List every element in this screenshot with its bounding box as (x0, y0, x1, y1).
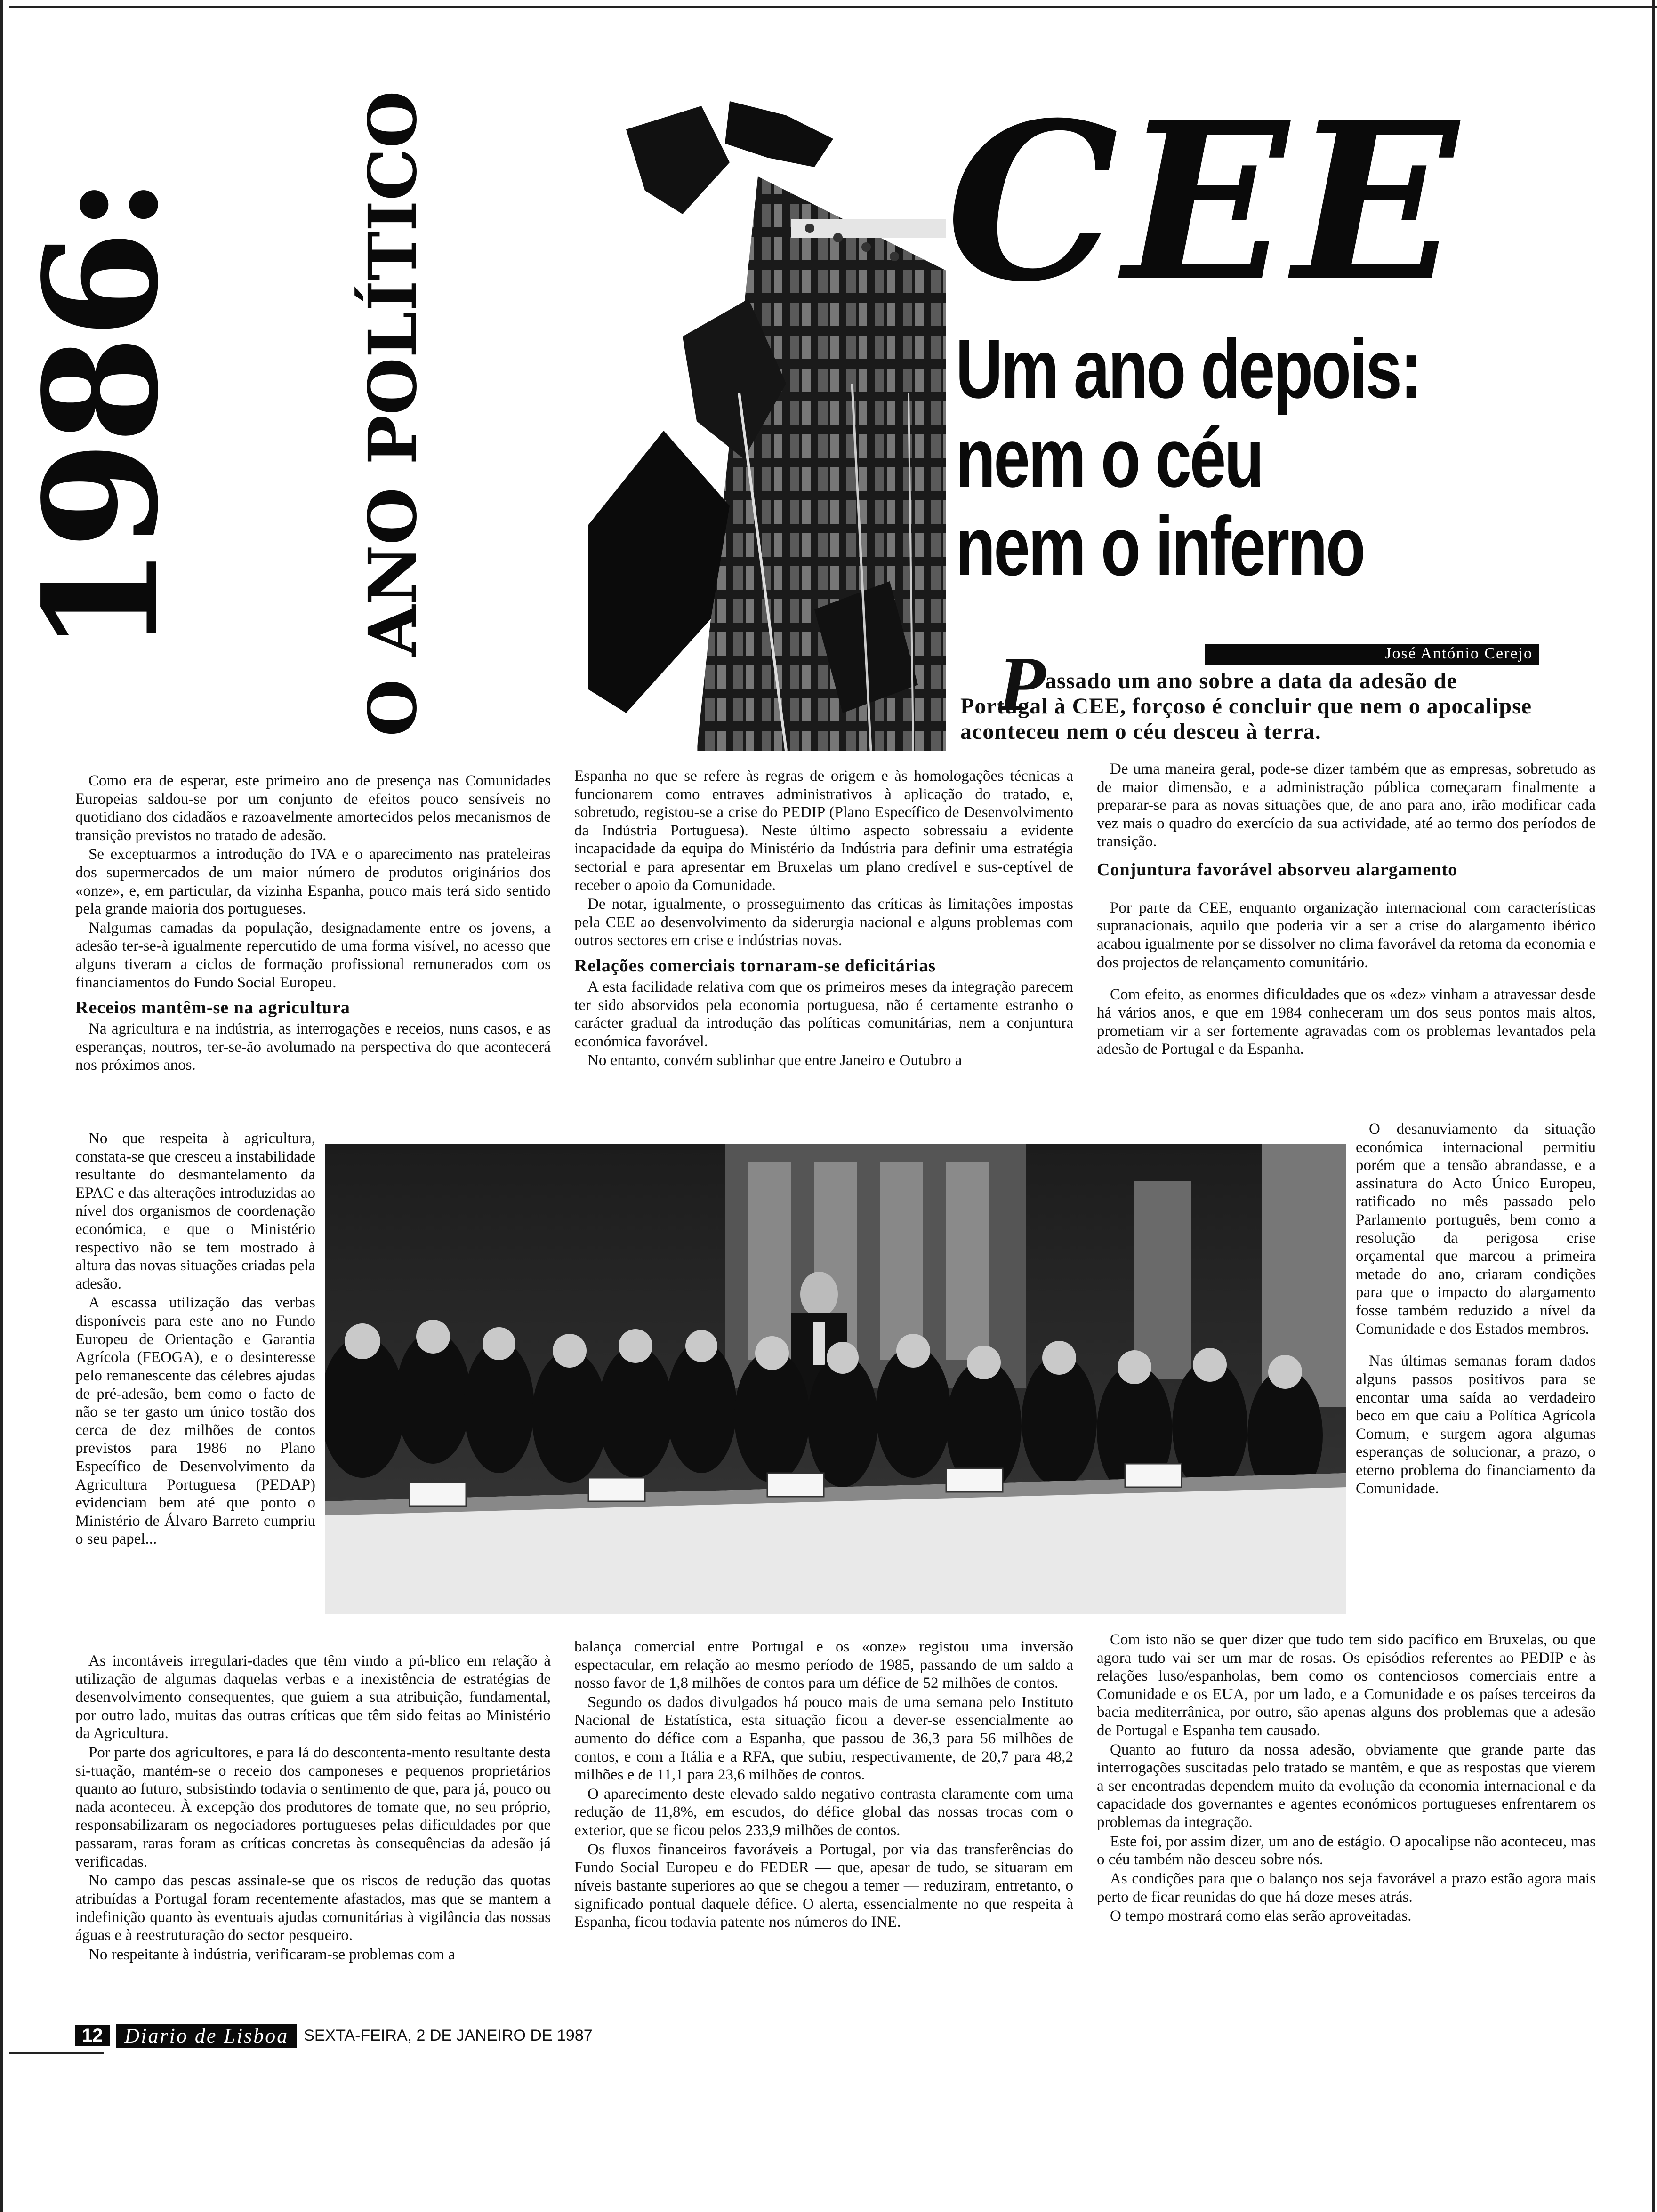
paragraph: Os fluxos financeiros favoráveis a Portugal, por via das transferências do Fundo Social Europeu e do FEDER — que, apesar de tudo, se situaram em níveis bastante superiores ao que se chegou a temer — reduziram, entretanto, o significado pontual daquele défice. O alerta, essencialmente no que respeita à Espanha, ficou todavia patente nos números do INE. (574, 1841, 1073, 1931)
paragraph: As condições para que o balanço nos seja favorável a prazo estão agora mais perto de ficar reunidas do que há doze meses atrás. (1097, 1870, 1596, 1906)
subheading-agriculture: Receios mantêm-se na agricultura (75, 998, 350, 1018)
top-border (9, 6, 1657, 8)
council-meeting-photo-art (325, 1144, 1346, 1614)
headline-line-2: nem o céu (956, 410, 1263, 505)
flags-photo (588, 101, 946, 751)
lead-dropcap: P (998, 641, 1046, 727)
column-3-bottom (1097, 1631, 1596, 1926)
right-border (1652, 0, 1655, 2212)
masthead: Diario de Lisboa (116, 2024, 298, 2048)
column-3-top (1097, 760, 1596, 1059)
paragraph: Com isto não se quer dizer que tudo tem sido pacífico em Bruxelas, ou que agora tudo vai ser um mar de rosas. Os episódios referentes ao PEDIP e às relações luso/espanholas, bem como os contenciosos comerciais entre a Comunidade e os EUA, por um lado, e a Comunidade e os países terceiros da bacia mediterrânica, por outro, são apenas alguns dos problemas que a adesão de Portugal e Espanha tem causado. (1097, 1631, 1596, 1739)
subheading-trade: Relações comerciais tornaram-se deficitárias (574, 956, 936, 976)
banner-subtitle: O ANO POLÍTICO (354, 90, 432, 737)
paragraph: O tempo mostrará como elas serão aproveitadas. (1110, 1907, 1412, 1925)
column-3-narrow (1356, 1120, 1596, 1499)
paragraph: Nas últimas semanas foram dados alguns passos positivos para se encontar uma saída ao verdadeiro beco em que caiu a Política Agrícola Comum, e surgem agora algumas esperanças de solucionar, a prazo, o eterno problema do financiamento da Comunidade. (1356, 1353, 1596, 1497)
byline: José António Cerejo (1205, 644, 1539, 665)
paragraph: No campo das pescas assinale-se que os riscos de redução das quotas atribuídas a Portugal foram recentemente afastados, mas que se mantem a indefinição quanto às eventuais ajudas comunitárias à vigilância das nossas águas e à reestruturação do sector pesqueiro. (75, 1872, 551, 1944)
page-number: 12 (75, 2025, 110, 2046)
column-2-top (574, 767, 1073, 1071)
paragraph: Com efeito, as enormes dificuldades que os «dez» vinham a atravessar desde há vários anos, e que em 1984 conheceram um dos seus pontos mais altos, prometiam vir a ser fortemente agravadas com os problemas levantados pela adesão de Portugal e da Espanha. (1097, 986, 1596, 1058)
council-meeting-photo (325, 1144, 1346, 1614)
paragraph: Nalgumas camadas da população, designadamente entre os jovens, a adesão ter-se-à igualmente repercutido de uma forma visível, no acesso que alguns tiveram a ciclos de formação profissional remunerados com os financiamentos do Fundo Social Europeu. (75, 919, 551, 991)
paragraph: As incontáveis irregulari-dades que têm vindo a pú-blico em relação à utilização de algumas daquelas verbas e a inexistência de estratégias de desenvolvimento consequentes, que guiem a sua atribuição, fundamental, por outro lado, muitas das outras críticas que têm sido feitas ao Ministério da Agricultura. (75, 1652, 551, 1742)
paragraph: No que respeita à agricultura, constata-se que cresceu a instabilidade resultante do desmantelamento da EPAC e das alterações introduzidas ao nível dos organismos de coordenação económica, e que o Ministério respectivo não se tem mostrado à altura das novas situações criadas pela adesão. (75, 1130, 315, 1292)
title-acronym: CEE (946, 75, 1463, 329)
paragraph: Como era de esperar, este primeiro ano de presença nas Comunidades Europeias saldou-se por um conjunto de efeitos pouco sensíveis no quotidiano dos cidadãos e razoavelmente amortecidos pelos mecanismos de transição previstos no tratado de adesão. (75, 772, 551, 844)
paragraph: Se exceptuarmos a introdução do IVA e o aparecimento nas prateleiras dos supermercados de um maior número de produtos originários dos «onze», e, em particular, da vizinha Espanha, pouco mais terá sido sentido pela grande maioria dos portugueses. (75, 846, 551, 918)
paragraph: O desanuviamento da situação económica internacional permitiu porém que a tensão abrandasse, e a assinatura do Acto Único Europeu, ratificado no mês passado pelo Parlamento português, bem como a resolução da perigosa crise orçamental que marcou a primeira metade do ano, criaram condições para que o impacto do alargamento fosse também reduzido a nível da Comunidade e dos Estados membros. (1356, 1121, 1596, 1338)
paragraph: Segundo os dados divulgados há pouco mais de uma semana pelo Instituto Nacional de Estatística, esta situação ficou a dever-se essencialmente ao aumento do défice com a Espanha, que passou de 36,3 para 56 milhões de contos, e com a Itália e a RFA, que subiu, respectivamente, de 20,7 para 48,2 milhões e de 11,1 para 23,6 milhões de contos. (574, 1693, 1073, 1784)
banner-year: 1986: (10, 178, 193, 654)
left-border (0, 0, 3, 2212)
paragraph: Espanha no que se refere às regras de origem e às homologações técnicas a funcionarem como entraves administrativos à aplicação do tratado, e, sobretudo, registou-se a crise do PEDIP (Plano Específico de Desenvolvimento da Indústria Portuguesa). Neste último aspecto sobressaiu a evidente incapacidade da equipa do Ministério da Indústria para definir uma estratégia sectorial e para apresentar em Bruxelas um plano credível e sus-ceptível de receber o apoio da Comunidade. (574, 768, 1073, 894)
column-1-top (75, 772, 551, 1075)
column-2-bottom (574, 1638, 1073, 1932)
paragraph: De uma maneira geral, pode-se dizer também que as empresas, sobretudo as de maior dimensão, e a administração pública começaram finalmente a preparar-se para as novas situações que, de ano para ano, irão modificar cada vez mais o quadro do exercício da sua actividade, até ao termo dos períodos de transição. (1097, 761, 1596, 850)
paragraph: Por parte dos agricultores, e para lá do descontenta-mento resultante desta si-tuação, mantém-se o receio dos camponeses e pequenos proprietários quanto ao futuro, subsistindo todavia o sentimento de que, para já, pouco ou nada aconteceu. À excepção dos produtores de tomate que, no seu próprio, responsabilizaram os negociadores portugueses pelas dificuldades por que passaram, raras foram as críticas concretas às consequências da adesão já verificadas. (75, 1744, 551, 1870)
paragraph: Este foi, por assim dizer, um ano de estágio. O apocalipse não aconteceu, mas o céu também não desceu sobre nós. (1097, 1833, 1596, 1868)
paragraph: No respeitante à indústria, verificaram-se problemas com a (88, 1946, 455, 1963)
paragraph: Por parte da CEE, enquanto organização internacional com características supranacionais, aquilo que poderia vir a ser a crise do alargamento ibérico acabou igualmente por se dissolver no clima favorável da retoma da economia e dos projectos de relançamento comunitário. (1097, 899, 1596, 971)
column-1-bottom (75, 1652, 551, 1964)
paragraph: No entanto, convém sublinhar que entre Janeiro e Outubro a (587, 1052, 962, 1069)
flags-photo-art (588, 101, 946, 751)
issue-date: SEXTA-FEIRA, 2 DE JANEIRO DE 1987 (304, 2026, 593, 2044)
headline-line-3: nem o inferno (956, 499, 1364, 593)
headline-line-1: Um ano depois: (956, 322, 1420, 416)
paragraph: A escassa utilização das verbas disponíveis para este ano no Fundo Europeu de Orientação e Garantia Agrícola (FEOGA), e o desinteresse pelo remanescente das célebres ajudas de pré-adesão, bem como o facto de não se ter gasto um único tostão dos cerca de dez milhões de contos previstos para 1986 no Plano Específico de Desenvolvimento da Agricultura Portuguesa (PEDAP) evidenciam bem até que ponto o Ministério de Álvaro Barreto cumpriu o seu papel... (75, 1294, 315, 1548)
paragraph: Na agricultura e na indústria, as interrogações e receios, nuns casos, e as esperanças, noutros, ter-se-ão avolumado na perspectiva do que acontecerá nos próximos anos. (75, 1020, 551, 1074)
headline (956, 322, 1580, 593)
paragraph: O aparecimento deste elevado saldo negativo contrasta claramente com uma redução de 11,8%, em escudos, do défice global das nossas trocas com o exterior, que se ficou pelos 233,9 milhões de contos. (574, 1785, 1073, 1839)
footer-rule (9, 2052, 104, 2054)
paragraph: A esta facilidade relativa com que os primeiros meses da integração parecem ter sido absorvidos pela economia portuguesa, não é certamente estranho o carácter gradual da introdução das políticas comunitárias, nem a conjuntura económica favorável. (574, 978, 1073, 1050)
lead-text: assado um ano sobre a data da adesão de Portugal à CEE, forçoso é concluir que nem o apocalipse aconteceu nem o céu desceu à terra. (960, 668, 1532, 744)
paragraph: balança comercial entre Portugal e os «onze» registou uma inversão espectacular, em relação ao mesmo período de 1985, passando de um saldo a nosso favor de 1,8 milhões de contos para um défice de 52 milhões de contos. (574, 1638, 1073, 1692)
paragraph: De notar, igualmente, o prosseguimento das críticas às limitações impostas pela CEE ao desenvolvimento da siderurgia nacional e alguns problemas com outros sectores em crise e indústrias novas. (574, 896, 1073, 949)
paragraph: Quanto ao futuro da nossa adesão, obviamente que grande parte das interrogações suscitadas pelo tratado se mantêm, e que as respostas que vierem a ser encontradas dependem muito da evolução da economia internacional e da capacidade dos governantes e agentes económicos portugueses enfrentarem os problemas da integração. (1097, 1741, 1596, 1831)
footer (75, 2021, 734, 2050)
column-1-narrow (75, 1130, 315, 1549)
subheading-conjuncture: Conjuntura favorável absorveu alargamento (1097, 860, 1458, 880)
